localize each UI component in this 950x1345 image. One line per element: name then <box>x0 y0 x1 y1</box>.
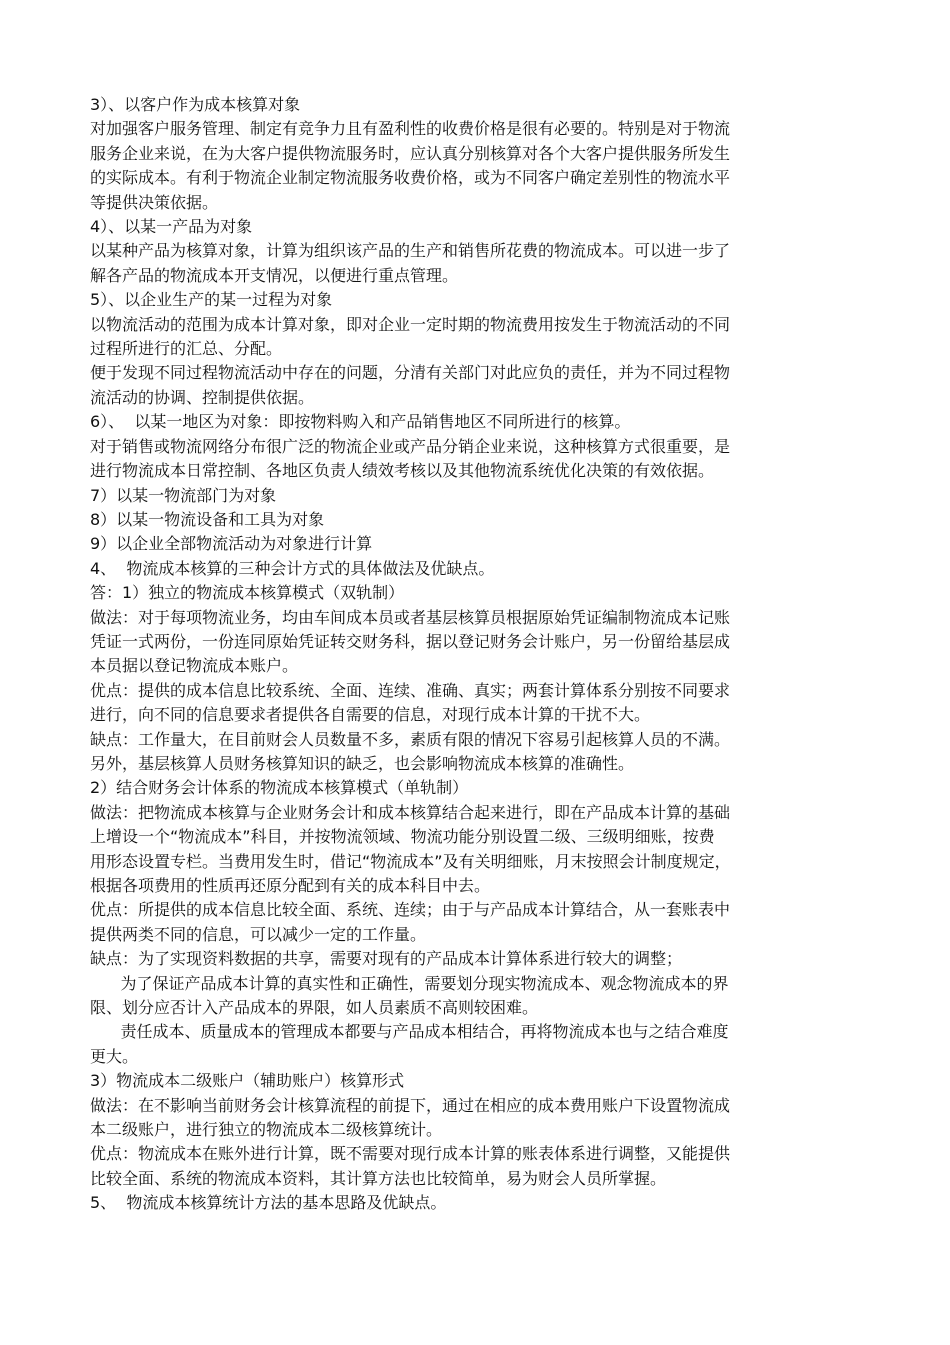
text-line: 为了保证产品成本计算的真实性和正确性，需要划分现实物流成本、观念物流成本的界 <box>90 973 729 993</box>
text-line: 另外，基层核算人员财务核算知识的缺乏，也会影响物流成本核算的准确性。 <box>90 753 635 773</box>
text-line: 更大。 <box>90 1046 139 1066</box>
text-line: 进行物流成本日常控制、各地区负责人绩效考核以及其他物流系统优化决策的有效依据。 <box>90 461 715 481</box>
text-line: 优点：提供的成本信息比较系统、全面、连续、准确、真实；两套计算体系分别按不同要求 <box>90 680 731 700</box>
text-line: 根据各项费用的性质再还原分配到有关的成本科目中去。 <box>90 876 491 895</box>
text-line: 7）以某一物流部门为对象 <box>90 485 277 505</box>
text-line: 用形态设置专栏。当费用发生时，借记“物流成本”及有关明细账，月末按照会计制度规定， <box>90 851 731 871</box>
text-line: 服务企业来说，在为大客户提供物流服务时，应认真分别核算对各个大客户提供服务所发生 <box>90 143 731 163</box>
text-line: 缺点：工作量大，在目前财会人员数量不多，素质有限的情况下容易引起核算人员的不满。 <box>90 729 731 749</box>
text-line: 6）、 以某一地区为对象：即按物料购入和产品销售地区不同所进行的核算。 <box>90 412 631 432</box>
text-line: 9）以企业全部物流活动为对象进行计算 <box>90 534 373 554</box>
text-line: 对于销售或物流网络分布很广泛的物流企业或产品分销企业来说，这种核算方式很重要，是 <box>90 436 731 456</box>
text-line: 5）、以企业生产的某一过程为对象 <box>90 290 333 310</box>
text-line: 缺点：为了实现资料数据的共享，需要对现有的产品成本计算体系进行较大的调整； <box>90 949 683 969</box>
text-line: 提供两类不同的信息，可以减少一定的工作量。 <box>90 924 427 944</box>
document-body <box>90 93 810 1216</box>
text-line: 本二级账户，进行独立的物流成本二级核算统计。 <box>90 1120 443 1140</box>
text-line: 责任成本、质量成本的管理成本都要与产品成本相结合，再将物流成本也与之结合难度 <box>90 1022 729 1042</box>
text-line: 做法：对于每项物流业务，均由车间成本员或者基层核算员根据原始凭证编制物流成本记账 <box>90 607 731 627</box>
text-line: 4）、以某一产品为对象 <box>90 217 253 237</box>
text-line: 限、划分应否计入产品成本的界限，如人员素质不高则较困难。 <box>90 998 539 1018</box>
text-line: 流活动的协调、控制提供依据。 <box>90 387 315 407</box>
text-line: 优点：物流成本在账外进行计算，既不需要对现行成本计算的账表体系进行调整，又能提供 <box>90 1144 731 1164</box>
text-line: 便于发现不同过程物流活动中存在的问题，分清有关部门对此应负的责任，并为不同过程物 <box>90 363 731 383</box>
text-line: 对加强客户服务管理、制定有竞争力且有盈利性的收费价格是很有必要的。特别是对于物流 <box>90 119 731 139</box>
text-line: 本员据以登记物流成本账户。 <box>90 656 299 676</box>
text-line: 做法：在不影响当前财务会计核算流程的前提下，通过在相应的成本费用账户下设置物流成 <box>90 1095 731 1115</box>
text-line: 凭证一式两份，一份连同原始凭证转交财务科，据以登记财务会计账户，另一份留给基层成 <box>90 631 731 651</box>
text-line: 过程所进行的汇总、分配。 <box>90 339 283 359</box>
text-line: 以物流活动的范围为成本计算对象，即对企业一定时期的物流费用按发生于物流活动的不同 <box>90 314 731 334</box>
text-line: 优点：所提供的成本信息比较全面、系统、连续；由于与产品成本计算结合，从一套账表中 <box>90 900 731 920</box>
text-line: 进行，向不同的信息要求者提供各自需要的信息，对现行成本计算的干扰不大。 <box>90 705 651 725</box>
text-line: 答：1）独立的物流成本核算模式（双轨制） <box>90 583 405 603</box>
text-line: 做法：把物流成本核算与企业财务会计和成本核算结合起来进行，即在产品成本计算的基础 <box>90 802 731 822</box>
text-line: 4、 物流成本核算的三种会计方式的具体做法及优缺点。 <box>90 558 495 578</box>
text-line: 上增设一个“物流成本”科目，并按物流领域、物流功能分别设置二级、三级明细账，按费 <box>90 827 715 847</box>
text-line: 解各产品的物流成本开支情况，以便进行重点管理。 <box>90 265 459 285</box>
text-line: 3）物流成本二级账户（辅助账户）核算形式 <box>90 1071 405 1091</box>
text-line: 5、 物流成本核算统计方法的基本思路及优缺点。 <box>90 1193 447 1213</box>
text-line: 以某种产品为核算对象，计算为组织该产品的生产和销售所花费的物流成本。可以进一步了 <box>90 241 731 261</box>
text-line: 3）、以客户作为成本核算对象 <box>90 95 301 114</box>
text-line: 的实际成本。有利于物流企业制定物流服务收费价格，或为不同客户确定差别性的物流水平 <box>90 168 731 188</box>
text-line: 2）结合财务会计体系的物流成本核算模式（单轨制） <box>90 778 469 798</box>
text-line: 比较全面、系统的物流成本资料，其计算方法也比较简单，易为财会人员所掌握。 <box>90 1168 667 1188</box>
text-line: 等提供决策依据。 <box>90 192 219 212</box>
text-line: 8）以某一物流设备和工具为对象 <box>90 509 325 529</box>
